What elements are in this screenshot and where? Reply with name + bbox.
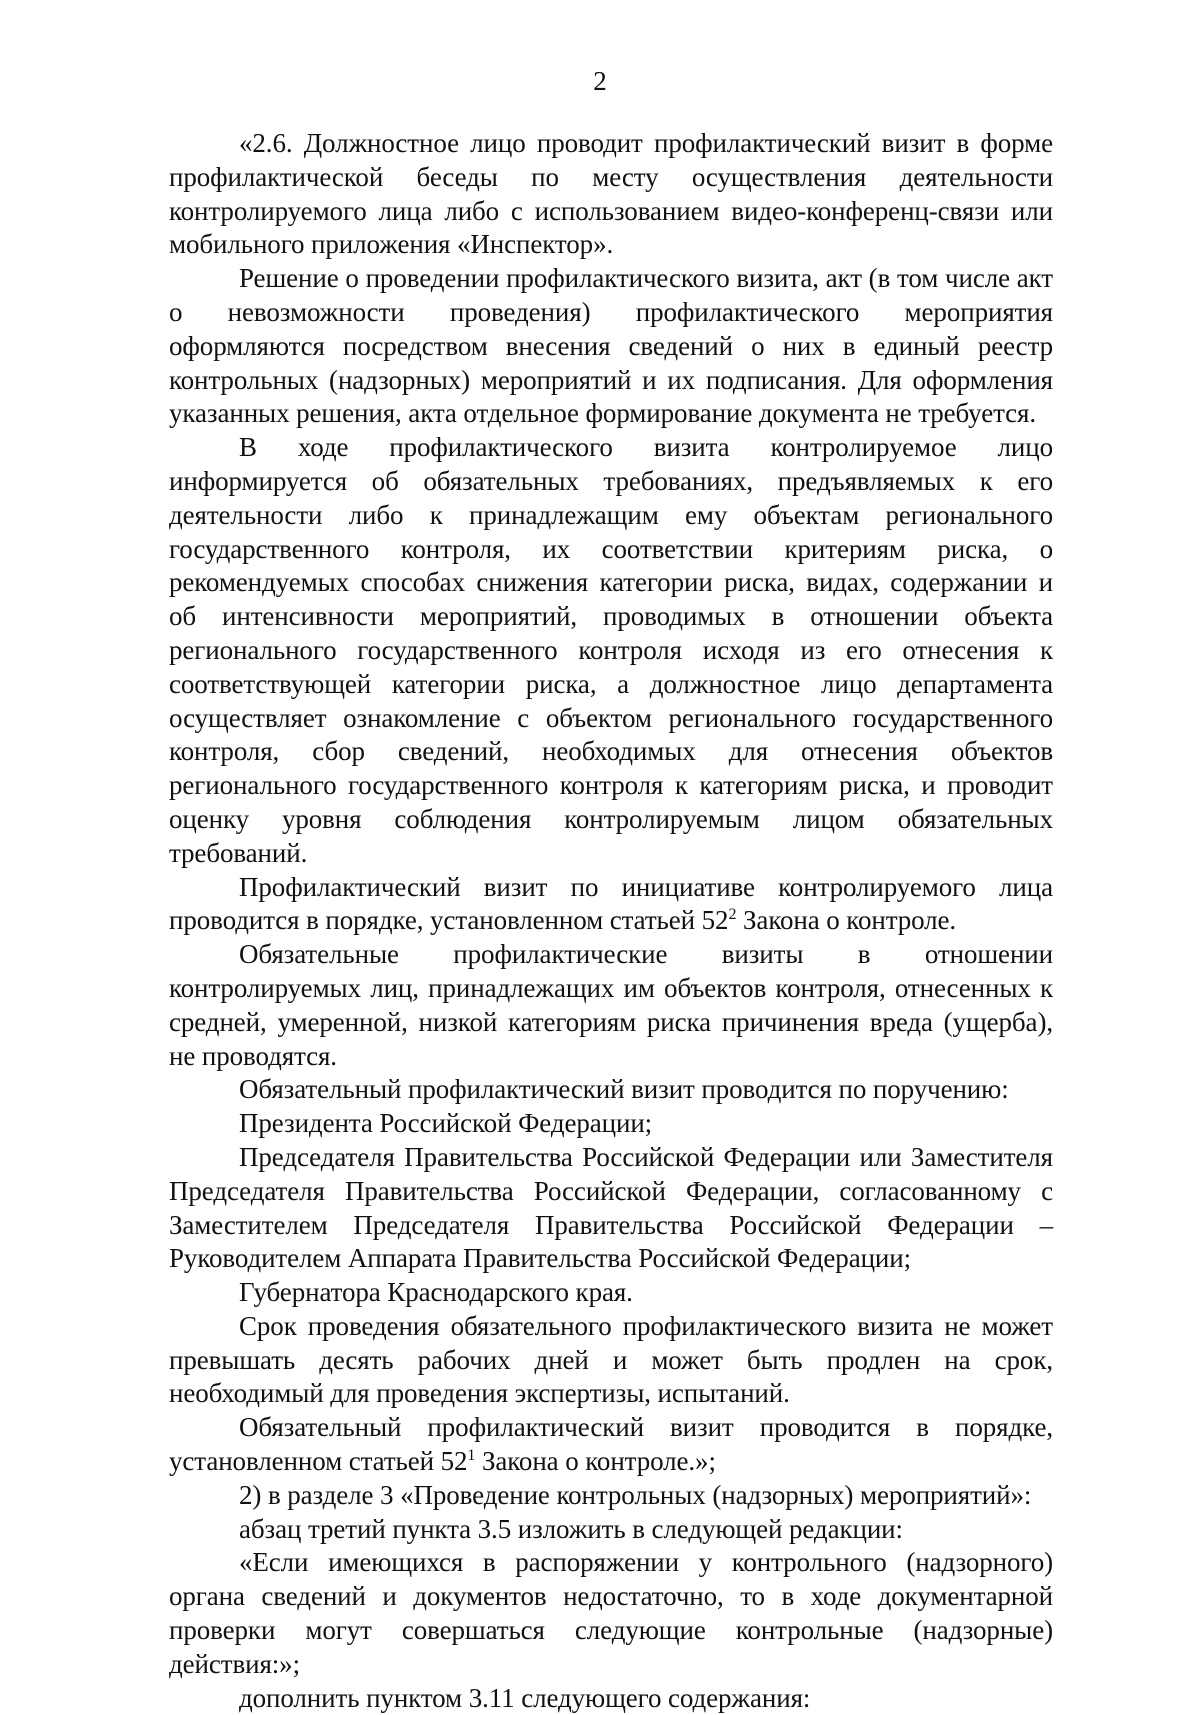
paragraph-initiative-tail: Закона о контроле. <box>736 905 957 936</box>
paragraph-chairman: Председателя Правительства Российской Федерации или Заместителя Председателя Правительства Российской Федерации, согласованному с Заместителем Председателя Правительства Российской Федерации – Руководителем Аппарата Правительства Российской Федерации; <box>169 1141 1053 1274</box>
page-number: 2 <box>593 66 607 96</box>
superscript-1: 1 <box>467 1447 476 1465</box>
paragraph-2-6: «2.6. Должностное лицо проводит профилактический визит в форме профилактической беседы по месту осуществления деятельности контролируемого лица либо с использованием видео-конференц-связи или мобильного приложения «Инспектор». <box>169 128 1053 260</box>
paragraph-initiative-text: Профилактический визит по инициативе контролируемого лица проводится в порядке, установленном статьей 52 <box>169 871 1053 936</box>
paragraph-term: Срок проведения обязательного профилактического визита не может превышать десять рабочих дней и может быть продлен на срок, необходимый для проведения экспертизы, испытаний. <box>169 1310 1053 1409</box>
paragraph-president: Президента Российской Федерации; <box>239 1108 653 1139</box>
paragraph-procedure-text: Обязательный профилактический визит проводится в порядке, установленном статьей 52 <box>169 1412 1053 1477</box>
paragraph-decision: Решение о проведении профилактического визита, акт (в том числе акт о невозможности проведения) профилактического мероприятия оформляются посредством внесения сведений о них в единый реестр контрольных (надзорных) мероприятий и их подписания. Для оформления указанных решения, акта отдельное формирование документа не требуется. <box>169 263 1053 429</box>
document-body <box>169 127 1053 1715</box>
paragraph-section-3: 2) в разделе 3 «Проведение контрольных (надзорных) мероприятий»: <box>239 1479 1032 1510</box>
paragraph-mandatory-not-held: Обязательные профилактические визиты в отношении контролируемых лиц, принадлежащих им объектов контроля, отнесенных к средней, умеренной, низкой категориям риска причинения вреда (ущерба), не проводятся. <box>169 939 1053 1071</box>
paragraph-clause-3-5: абзац третий пункта 3.5 изложить в следующей редакции: <box>239 1513 903 1544</box>
paragraph-mandatory-by-order: Обязательный профилактический визит проводится по поручению: <box>239 1074 1009 1105</box>
paragraph-visit-info: В ходе профилактического визита контролируемое лицо информируется об обязательных требованиях, предъявляемых к его деятельности либо к принадлежащим ему объектам регионального государственного контроля, их соответствии критериям риска, о рекомендуемых способах снижения категории риска, видах, содержании и об интенсивности мероприятий, проводимых в отношении объекта регионального государственного контроля исходя из его отнесения к соответствующей категории риска, а должностное лицо департамента осуществляет ознакомление с объектом регионального государственного контроля, сбор сведений, необходимых для отнесения объектов регионального государственного контроля к категориям риска, и проводит оценку уровня соблюдения контролируемым лицом обязательных требований. <box>169 432 1053 868</box>
superscript-2: 2 <box>728 906 737 924</box>
paragraph-governor: Губернатора Краснодарского края. <box>239 1277 633 1308</box>
paragraph-insufficient-info: «Если имеющихся в распоряжении у контрольного (надзорного) органа сведений и документов недостаточно, то в ходе документарной проверки могут совершаться следующие контрольные (надзорные) действия:»; <box>169 1547 1053 1679</box>
paragraph-add-3-11: дополнить пунктом 3.11 следующего содержания: <box>239 1682 811 1713</box>
paragraph-procedure-tail: Закона о контроле.»; <box>475 1446 716 1477</box>
paragraph-mandatory-procedure <box>169 1411 1053 1479</box>
paragraph-initiative-visit <box>169 871 1053 939</box>
